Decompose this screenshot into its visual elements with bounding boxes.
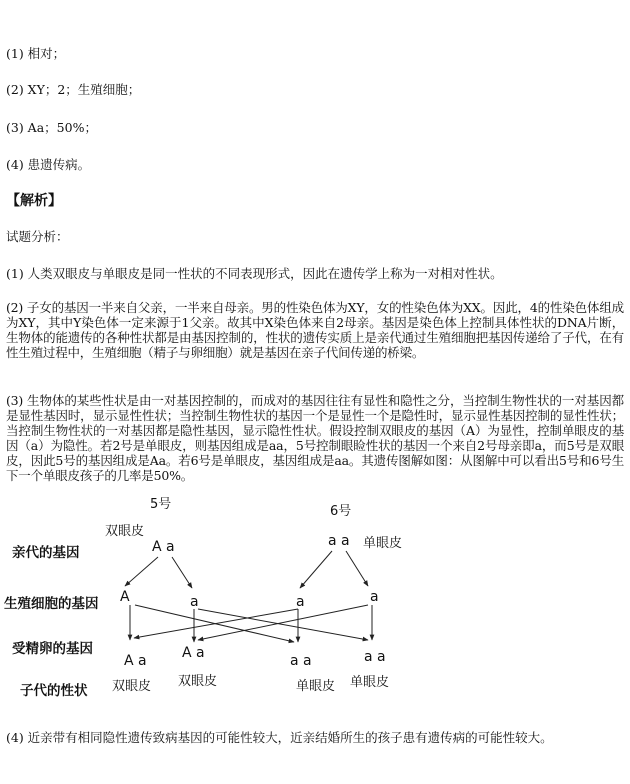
gamete6-a2: a [370,589,379,605]
analysis-intro: 试题分析： [6,229,69,244]
answer-2: (2) XY；2；生殖细胞； [6,82,141,97]
row-label-trait: 子代的性状 [20,683,88,699]
parent6-label: 6号 [330,504,352,519]
analysis-paragraph-4: (4) 近亲带有相同隐性遗传致病基因的可能性较大，近亲结婚所生的孩子患有遗传病的可能性较大。 [6,730,553,745]
parent6-genotype: a a [328,533,350,549]
parent5-trait: 双眼皮 [105,524,145,539]
zygote-4: a a [364,649,386,665]
gamete5-A: A [120,589,130,605]
row-label-parents: 亲代的基因 [12,545,80,561]
zygote-1: A a [124,653,147,669]
arrow-p6-a1 [300,551,332,588]
parent5-genotype: A a [152,539,175,555]
parent6-trait: 单眼皮 [363,536,403,551]
arrow-a6-z1 [134,609,298,638]
answer-1: (1) 相对； [6,46,66,61]
parent5-label: 5号 [150,497,172,512]
arrow-p6-a2 [346,551,368,586]
analysis-heading: 【解析】 [6,193,62,209]
offspring-trait-1: 双眼皮 [112,679,152,694]
analysis-paragraph-1: (1) 人类双眼皮与单眼皮是同一性状的不同表现形式，因此在遗传学上称为一对相对性状。 [6,266,503,281]
offspring-trait-2: 双眼皮 [178,674,218,689]
row-label-zygote: 受精卵的基因 [12,641,93,657]
gamete5-a: a [190,594,199,610]
analysis-paragraph-3: (3) 生物体的某些性状是由一对基因控制的，而成对的基因往往有显性和隐性之分，当控制生物性状的一对基因都是显性基因时，显示显性性状；当控制生物性状的基因一个是显性一个是隐性时，显示显性基因控制的显性性状；当控制生物性状的一对基因都是隐性基因，显示隐性性状。假设控制双眼皮的基因（A）为显性，控制单眼皮的基因（a）为隐性。若2号是单眼皮，则基因组成是aa，5号控制眼睑性状的基因一个来自2号母亲即a，而5号是双眼皮，因此5号的基因组成是Aa。若6号是单眼皮，基因组成是aa。其遗传图解如图：从图解中可以看出5号和6号生下一个单眼皮孩子的几率是50%。 [6,393,624,483]
zygote-3: a a [290,653,312,669]
inheritance-diagram [0,485,630,705]
row-label-gametes: 生殖细胞的基因 [4,596,99,612]
answer-3: (3) Aa；50%； [6,120,97,135]
zygote-2: A a [182,645,205,661]
answer-4: (4) 患遗传病。 [6,157,91,172]
offspring-trait-4: 单眼皮 [350,675,390,690]
arrow-a5-z4 [198,609,368,640]
arrow-p5-A [125,557,158,586]
arrow-p5-a [172,557,192,588]
offspring-trait-3: 单眼皮 [296,679,336,694]
analysis-paragraph-2: (2) 子女的基因一半来自父亲，一半来自母亲。男的性染色体为XY，女的性染色体为XX。因此，4的性染色体组成为XY，其中Y染色体一定来源于1父亲。故其中X染色体来自2母亲。基因是染色体上控制具体性状的DNA片断，生物体的能遗传的各种性状都是由基因控制的，性状的遗传实质上是亲代通过生殖细胞把基因传递给了子代，在有性生殖过程中，生殖细胞（精子与卵细胞）就是基因在亲子代间传递的桥梁。 [6,300,624,360]
gamete6-a1: a [296,594,305,610]
